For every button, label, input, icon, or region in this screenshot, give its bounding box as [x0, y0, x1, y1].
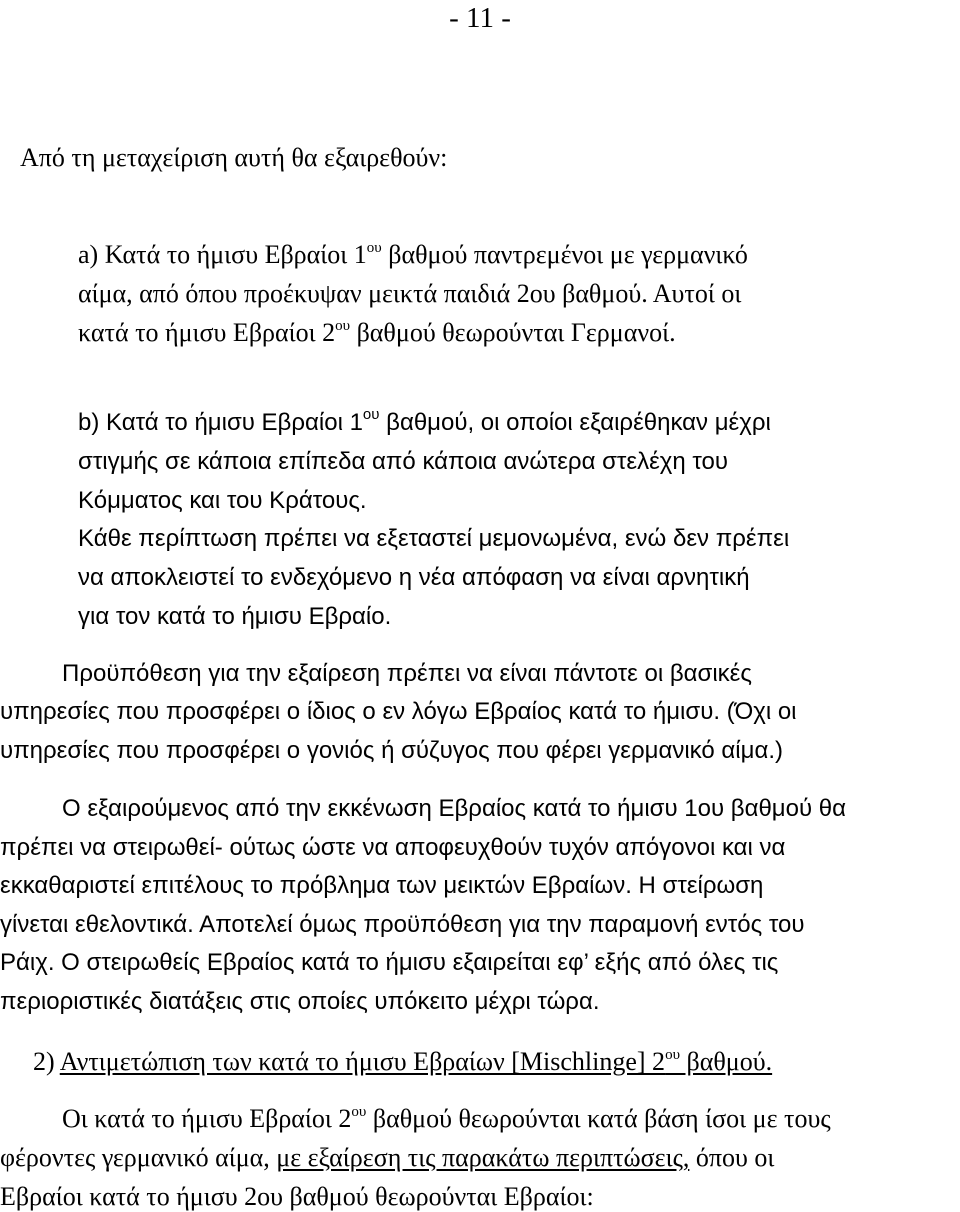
intro-line: Από τη μεταχείριση αυτή θα εξαιρεθούν: [20, 143, 448, 172]
para-d-line-6: περιοριστικές διατάξεις στις οποίες υπόκειτο μέχρι τώρα. [0, 988, 600, 1015]
para-a-line-1: a) Κατά το ήμισυ Εβραίοι $1^{o\upsilon}$ βαθμού παντρεμένοι με γερμανικό [78, 240, 748, 269]
para-d-line-3: εκκαθαριστεί επιτέλους το πρόβλημα των μεικτών Εβραίων. Η στείρωση [0, 872, 764, 899]
para-d-line-5: Ράιχ. Ο στειρωθείς Εβραίος κατά το ήμισυ εξαιρείται εφ’ εξής από όλες τις [0, 949, 779, 976]
para-c-line-2: υπηρεσίες που προσφέρει ο ίδιος ο εν λόγω Εβραίος κατά το ήμισυ. (Όχι οι [0, 698, 797, 725]
para-e-line-3: Εβραίοι κατά το ήμισυ 2ου βαθμού θεωρούνται Εβραίοι: [0, 1182, 594, 1211]
para-b-line-1: b) Κατά το ήμισυ Εβραίοι $1^{o\upsilon}$ βαθμού, οι οποίοι εξαιρέθηκαν μέχρι [78, 406, 771, 436]
para-c-line-3: υπηρεσίες που προσφέρει ο γονιός ή σύζυγος που φέρει γερμανικό αίμα.) [0, 737, 783, 764]
para-e-line-1: Οι κατά το ήμισυ Εβραίοι $2^{o\upsilon}$ βαθμού θεωρούνται κατά βάση ίσοι με τους [62, 1104, 831, 1133]
para-a-line-3: κατά το ήμισυ Εβραίοι $2^{o\upsilon}$ βαθμού θεωρούνται Γερμανοί. [78, 318, 676, 347]
section-heading-2: 2) Αντιμετώπιση των κατά το ήμισυ Εβραίων [Mischlinge] $2^{o\upsilon}$ βαθμού. [33, 1047, 773, 1076]
para-d-line-2: πρέπει να στειρωθεί- ούτως ώστε να αποφευχθούν τυχόν απόγονοι και να [0, 834, 786, 861]
para-b-line-2: στιγμής σε κάποια επίπεδα από κάποια ανώτερα στελέχη του [78, 448, 729, 475]
para-b-line-4: Κάθε περίπτωση πρέπει να εξεταστεί μεμονωμένα, ενώ δεν πρέπει [78, 525, 790, 552]
para-b-line-5: να αποκλειστεί το ενδεχόμενο η νέα απόφαση να είναι αρνητική [78, 564, 750, 591]
para-b-line-6: για τον κατά το ήμισυ Εβραίο. [78, 603, 392, 630]
para-a-line-2: αίμα, από όπου προέκυψαν μεικτά παιδιά 2ου βαθμού. Αυτοί οι [78, 279, 742, 308]
para-b-line-3: Κόμματος και του Κράτους. [78, 487, 367, 514]
para-e-line-2: φέροντες γερμανικό αίμα, με εξαίρεση τις παρακάτω περιπτώσεις, όπου οι [0, 1143, 775, 1172]
page-number: - 11 - [449, 2, 511, 34]
para-c-line-1: Προϋπόθεση για την εξαίρεση πρέπει να είναι πάντοτε οι βασικές [62, 660, 752, 687]
para-d-line-4: γίνεται εθελοντικά. Αποτελεί όμως προϋπόθεση για την παραμονή εντός του [0, 911, 805, 938]
para-d-line-1: Ο εξαιρούμενος από την εκκένωση Εβραίος κατά το ήμισυ 1ου βαθμού θα [62, 795, 846, 822]
